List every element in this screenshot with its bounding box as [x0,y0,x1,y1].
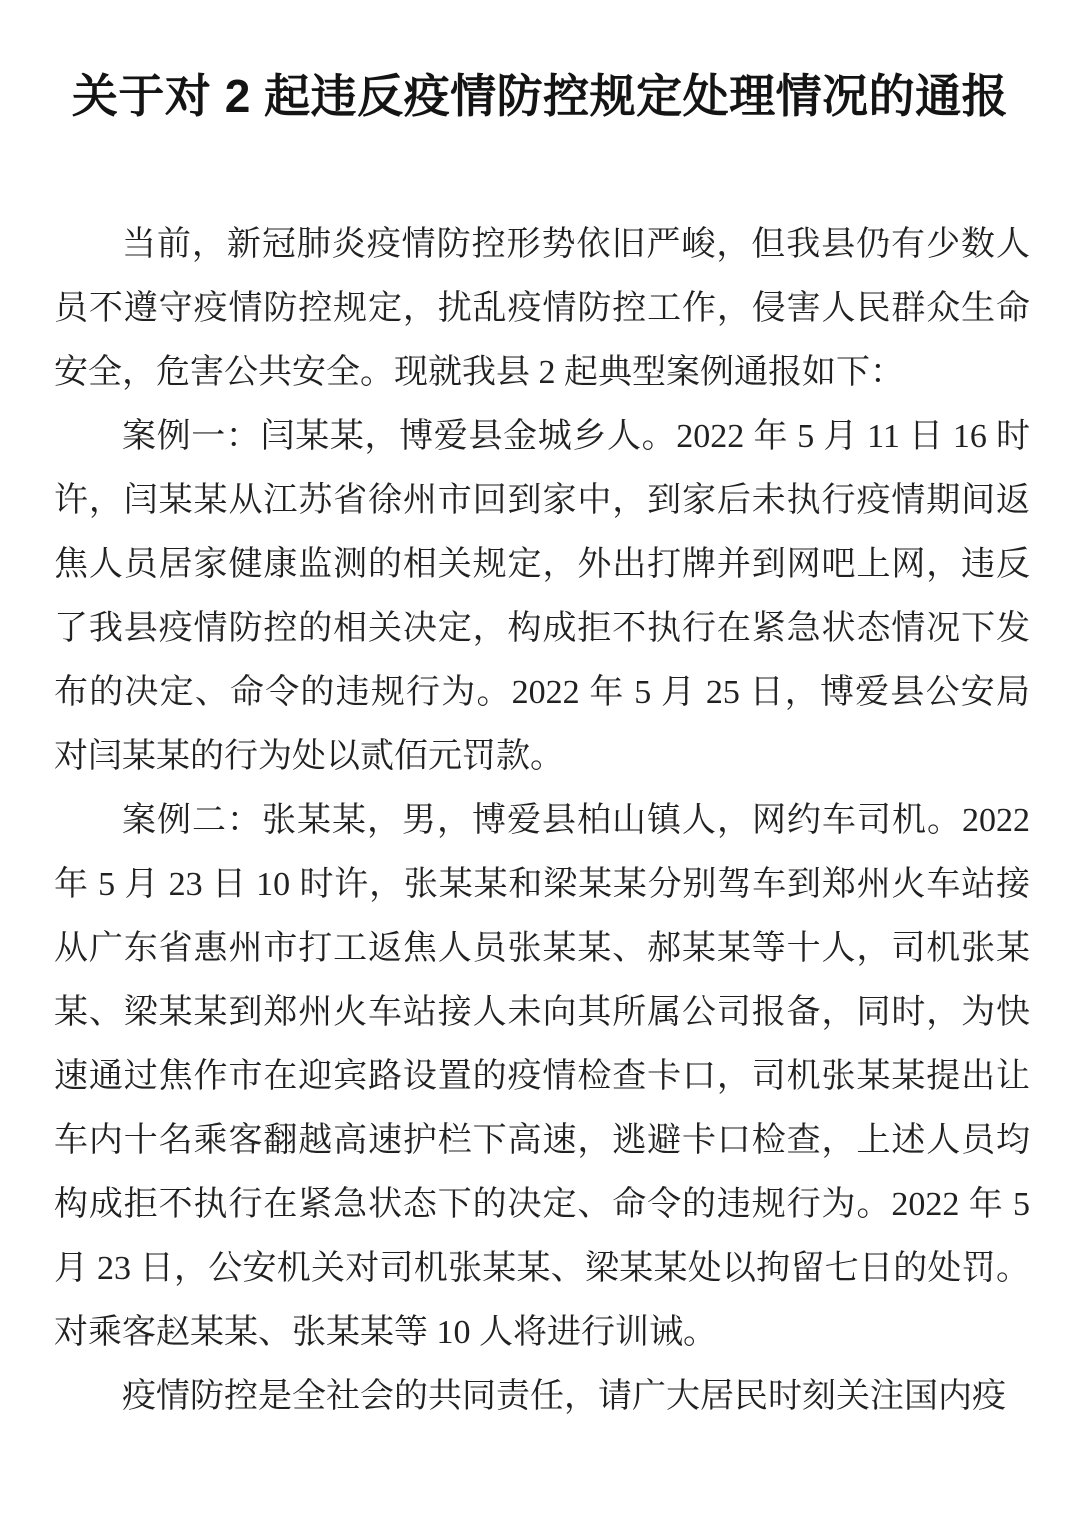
document-body [54,123,1030,1429]
closing-paragraph-truncated: 疫情防控是全社会的共同责任，请广大居民时刻关注国内疫 [122,1377,1006,1415]
intro-paragraph: 当前，新冠肺炎疫情防控形势依旧严峻，但我县仍有少数人员不遵守疫情防控规定，扰乱疫情防控工作，侵害人民群众生命安全，危害公共安全。现就我县 2 起典型案例通报如下： [54,225,1030,391]
case-one-paragraph: 案例一：闫某某，博爱县金城乡人。2022 年 5 月 11 日 16 时许，闫某某从江苏省徐州市回到家中，到家后未执行疫情期间返焦人员居家健康监测的相关规定，外出打牌并到网吧上网，违反了我县疫情防控的相关决定，构成拒不执行在紧急状态情况下发布的决定、命令的违规行为。2022 年 5 月 25 日，博爱县公安局对闫某某的行为处以贰佰元罚款。 [54,417,1030,775]
case-two-paragraph: 案例二：张某某，男，博爱县柏山镇人，网约车司机。2022 年 5 月 23 日 10 时许，张某某和梁某某分别驾车到郑州火车站接从广东省惠州市打工返焦人员张某某、郝某某等十人，司机张某某、梁某某到郑州火车站接人未向其所属公司报备，同时，为快速通过焦作市在迎宾路设置的疫情检查卡口，司机张某某提出让车内十名乘客翻越高速护栏下高速，逃避卡口检查，上述人员均构成拒不执行在紧急状态下的决定、命令的违规行为。2022 年 5 月 23 日，公安机关对司机张某某、梁某某处以拘留七日的处罚。对乘客赵某某、张某某等 10 人将进行训诫。 [54,801,1030,1351]
document-title: 关于对 2 起违反疫情防控规定处理情况的通报 [71,70,1009,122]
